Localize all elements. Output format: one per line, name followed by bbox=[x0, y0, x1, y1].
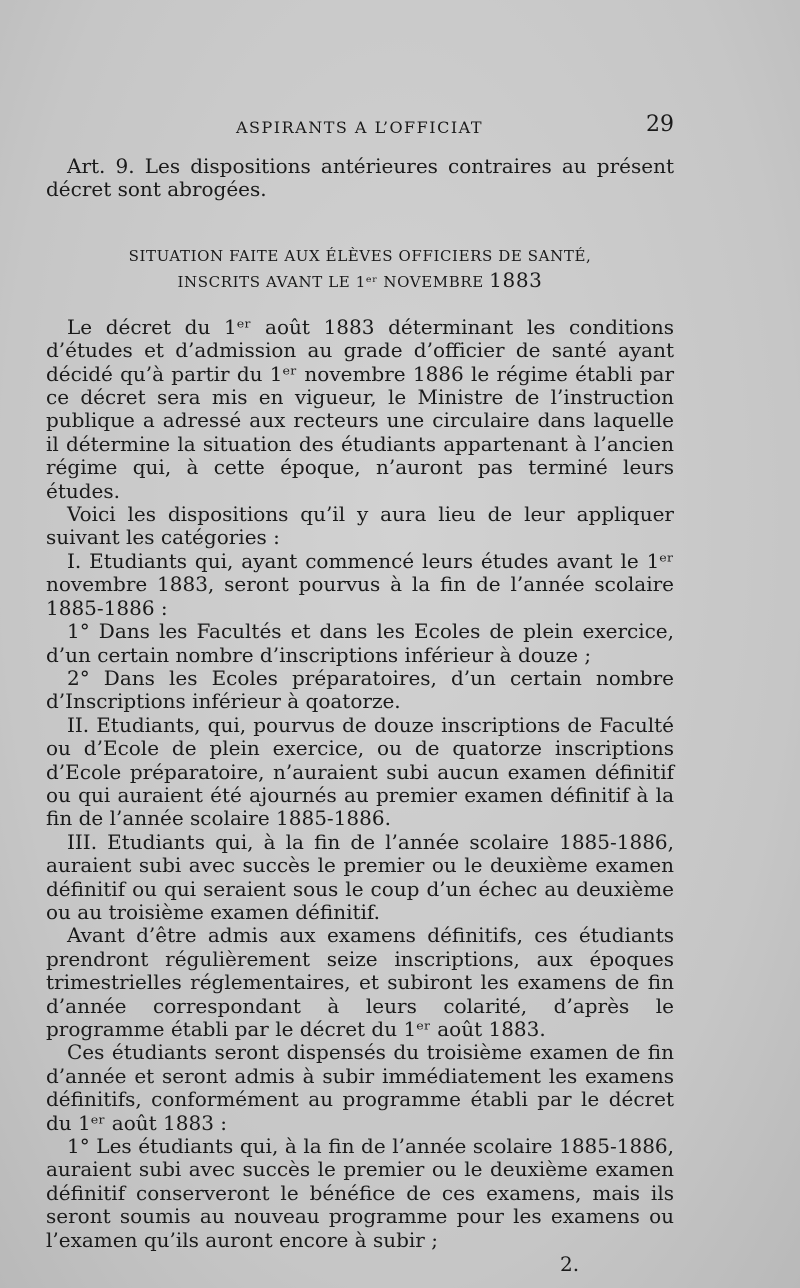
paragraph-dispositions: Voici les dispositions qu’il y aura lieu de leur appliquer suivant les catégories : bbox=[46, 502, 674, 550]
page-body bbox=[46, 155, 674, 1252]
paragraph-item-1: 1° Les étudiants qui, à la fin de l’année scolaire 1885-1886, auraient subi avec succès le premier ou le deuxième examen définitif conserveront le bénéfice de ces examens, mais ils seront soumis au nouveau programme pour les examens ou l’examen qu’ils auront encore à subir ; bbox=[46, 1134, 674, 1252]
paragraph-category-1-item-2: 2° Dans les Ecoles préparatoires, d’un certain nombre d’Inscriptions inférieur à qoatorze. bbox=[46, 665, 674, 714]
section-heading-line-2 bbox=[46, 268, 674, 294]
page-number: 29 bbox=[646, 112, 674, 137]
paragraph-category-3: III. Etudiants qui, à la fin de l’année scolaire 1885-1886, auraient subi avec succès le premier ou le deuxième examen définitif ou qui seraient sous le coup d’un échec au deuxième ou au troisième examen définitif. bbox=[46, 829, 674, 924]
section-heading-line-1: SITUATION FAITE AUX ÉLÈVES OFFICIERS DE SANTÉ, bbox=[128, 246, 592, 265]
paragraph-exams: Avant d’être admis aux examens définitifs, ces étudiants prendront régulièrement seize inscriptions, aux époques trimestrielles réglementaires, et subiront les examens de fin d’année correspondant à leurs colarité, d’après le programme établi par le décret du 1ᵉʳ août 1883. bbox=[46, 923, 674, 1041]
section-heading-text: INSCRITS AVANT LE 1ᵉʳ NOVEMBRE bbox=[177, 272, 484, 291]
paragraph-category-1-item-1: 1° Dans les Facultés et dans les Ecoles de plein exercice, d’un certain nombre d’inscriptions inférieur à douze ; bbox=[46, 619, 674, 667]
section-heading-year: 1883 bbox=[489, 267, 543, 292]
paragraph-decree: Le décret du 1ᵉʳ août 1883 déterminant les conditions d’études et d’admission au grade d’officier de santé ayant décidé qu’à partir du 1ᵉʳ novembre 1886 le régime établi par ce décret sera mis en vigueur, le Ministre de l’instruction publique a adressé aux recteurs une circulaire dans laquelle il détermine la situation des étudiants appartenant à l’ancien régime qui, à cette époque, n’auront pas terminé leurs études. bbox=[46, 314, 674, 503]
paragraph-category-1: I. Etudiants qui, ayant commencé leurs études avant le 1ᵉʳ novembre 1883, seront pourvus à la fin de l’année scolaire 1885-1886 : bbox=[46, 548, 674, 620]
paragraph-dispensation: Ces étudiants seront dispensés du troisième examen de fin d’année et seront admis à subir immédiatement les examens définitifs, conformément au programme établi par le décret du 1ᵉʳ août 1883 : bbox=[46, 1040, 674, 1135]
paragraph-category-2: II. Etudiants, qui, pourvus de douze inscriptions de Faculté ou d’Ecole de plein exercice, ou de quatorze inscriptions d’Ecole préparatoire, n’auraient subi aucun examen définitif ou qui auraient été ajournés au premier examen définitif à la fin de l’année scolaire 1885-1886. bbox=[46, 712, 674, 831]
next-item-marker: 2. bbox=[560, 1252, 580, 1276]
article-9-paragraph: Art. 9. Les dispositions antérieures contraires au présent décret sont abrogées. bbox=[46, 154, 674, 202]
section-heading bbox=[46, 244, 674, 294]
page-header bbox=[46, 112, 674, 142]
running-head: ASPIRANTS A L’OFFICIAT bbox=[236, 118, 483, 137]
